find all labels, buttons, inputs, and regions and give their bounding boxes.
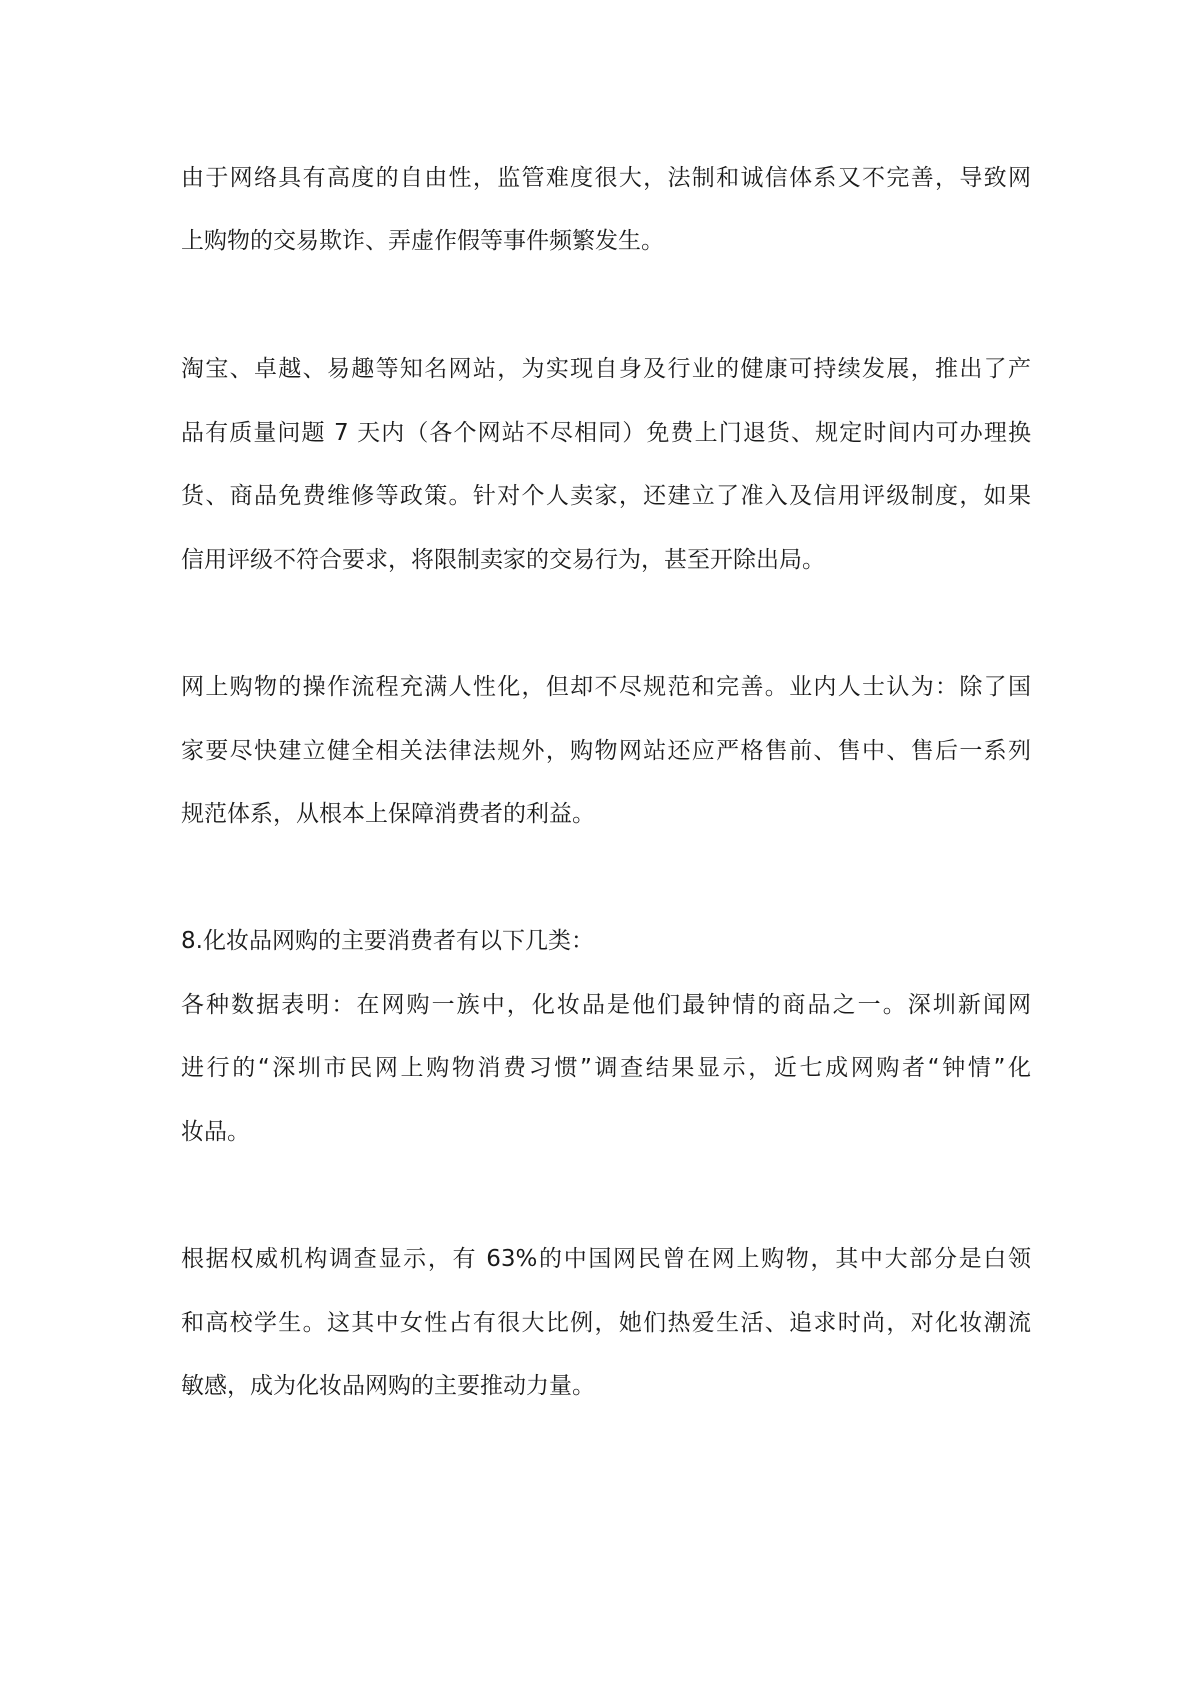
section-heading-8: 8.化妆品网购的主要消费者有以下几类： [181, 928, 594, 954]
paragraph-5-line-3: 敏感，成为化妆品网购的主要推动力量。 [181, 1373, 595, 1399]
paragraph-4-line-3: 妆品。 [181, 1119, 250, 1145]
paragraph-4-line-2: 进行的“深圳市民网上购物消费习惯”调查结果显示，近七成网购者“钟情”化 [181, 1055, 1031, 1081]
paragraph-5-line-1: 根据权威机构调查显示，有 63%的中国网民曾在网上购物，其中大部分是白领 [181, 1246, 1031, 1272]
paragraph-2-line-3: 货、商品免费维修等政策。针对个人卖家，还建立了准入及信用评级制度，如果 [181, 483, 1031, 509]
paragraph-2-line-2: 品有质量问题 7 天内（各个网站不尽相同）免费上门退货、规定时间内可办理换 [181, 420, 1031, 446]
paragraph-3-line-3: 规范体系，从根本上保障消费者的利益。 [181, 801, 595, 827]
paragraph-3-line-2: 家要尽快建立健全相关法律法规外，购物网站还应严格售前、售中、售后一系列 [181, 738, 1031, 764]
paragraph-5-line-2: 和高校学生。这其中女性占有很大比例，她们热爱生活、追求时尚，对化妆潮流 [181, 1310, 1031, 1336]
paragraph-1-line-2: 上购物的交易欺诈、弄虚作假等事件频繁发生。 [181, 228, 664, 254]
paragraph-2-line-1: 淘宝、卓越、易趣等知名网站，为实现自身及行业的健康可持续发展，推出了产 [181, 356, 1031, 382]
paragraph-1-line-1: 由于网络具有高度的自由性，监管难度很大，法制和诚信体系又不完善，导致网 [181, 165, 1031, 191]
paragraph-3-line-1: 网上购物的操作流程充满人性化，但却不尽规范和完善。业内人士认为：除了国 [181, 674, 1031, 700]
paragraph-2-line-4: 信用评级不符合要求，将限制卖家的交易行为，甚至开除出局。 [181, 547, 825, 573]
paragraph-4-line-1: 各种数据表明：在网购一族中，化妆品是他们最钟情的商品之一。深圳新闻网 [181, 992, 1031, 1018]
